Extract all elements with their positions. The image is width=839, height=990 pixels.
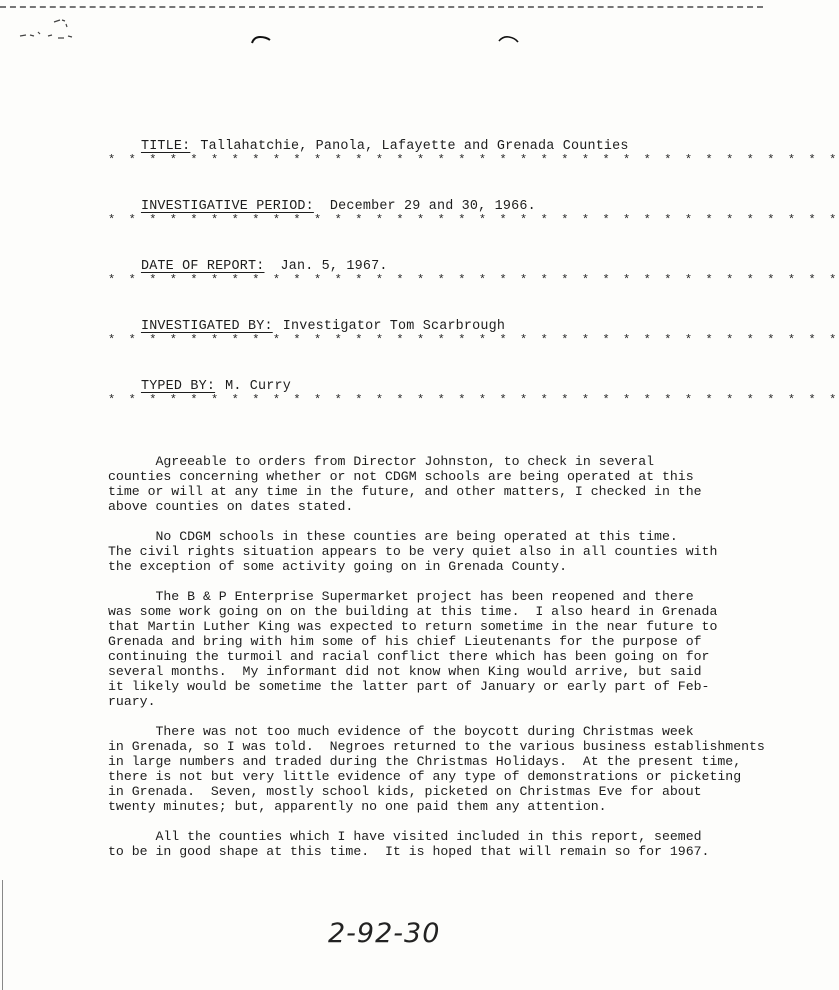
investigator-label: INVESTIGATED BY: xyxy=(140,319,273,334)
body-paragraph-3: The B & P Enterprise Supermarket project has been reopened and there was some work going on on the building at this time. I also heard in Grenada that Martin Luther King was expected to return sometime in the near future to Grenada and bring with him some of his chief Lieutenants for the purpose of continuing the turmoil and racial conflict there which has been going on for several months. My informant did not know when King would arrive, but said it likely would be sometime the latter part of January or early part of Feb- ruary. xyxy=(108,589,718,709)
scan-edge-line xyxy=(0,6,763,8)
period-label: INVESTIGATIVE PERIOD: xyxy=(140,199,314,214)
body-paragraph-5: All the counties which I have visited included in this report, seemed to be in good shape at this time. It is hoped that will remain so for 1967. xyxy=(108,829,710,859)
scan-corner-marks xyxy=(18,16,78,46)
typed-value: M. Curry xyxy=(225,379,291,394)
typed-label: TYPED BY: xyxy=(140,379,216,394)
separator-4: * * * * * * * * * * * * * * * * * * * * * * * * * * * * * * * * * * * * xyxy=(108,333,839,347)
body-paragraph-2: No CDGM schools in these counties are being operated at this time. The civil rights situation appears to be very quiet also in all counties with the exception of some activity going on in Grenada County. xyxy=(108,529,718,574)
title-value: Tallahatchie, Panola, Lafayette and Grenada Counties xyxy=(200,139,629,154)
scan-bracket-mark-left xyxy=(250,34,272,44)
title-label: TITLE: xyxy=(140,139,191,154)
separator-3: * * * * * * * * * * * * * * * * * * * * * * * * * * * * * * * * * * * * xyxy=(108,273,839,287)
separator-2: * * * * * * * * * * * * * * * * * * * * * * * * * * * * * * * * * * * * xyxy=(108,213,839,227)
date-value: Jan. 5, 1967. xyxy=(280,259,388,274)
body-paragraph-4: There was not too much evidence of the boycott during Christmas week in Grenada, so I was told. Negroes returned to the various business establishments in large numbers and traded during the Christmas Holidays. At the present time, there is not but very little evidence of any type of demonstrations or picketing in Grenada. Seven, mostly school kids, picketed on Christmas Eve for about twenty minutes; but, apparently no one paid them any attention. xyxy=(108,724,765,814)
investigator-value: Investigator Tom Scarbrough xyxy=(282,319,506,334)
separator-1: * * * * * * * * * * * * * * * * * * * * * * * * * * * * * * * * * * * * xyxy=(108,153,839,167)
period-value: December 29 and 30, 1966. xyxy=(329,199,536,214)
separator-5: * * * * * * * * * * * * * * * * * * * * * * * * * * * * * * * * * * * * xyxy=(108,393,839,407)
document-number: 2-92-30 xyxy=(328,918,441,949)
body-paragraph-1: Agreeable to orders from Director Johnston, to check in several counties concerning whether or not CDGM schools are being operated at this time or will at any time in the future, and other matters, I checked in the above counties on dates stated. xyxy=(108,454,702,514)
date-label: DATE OF REPORT: xyxy=(140,259,265,274)
scan-left-rule xyxy=(2,880,3,990)
scan-bracket-mark-right xyxy=(497,34,519,44)
